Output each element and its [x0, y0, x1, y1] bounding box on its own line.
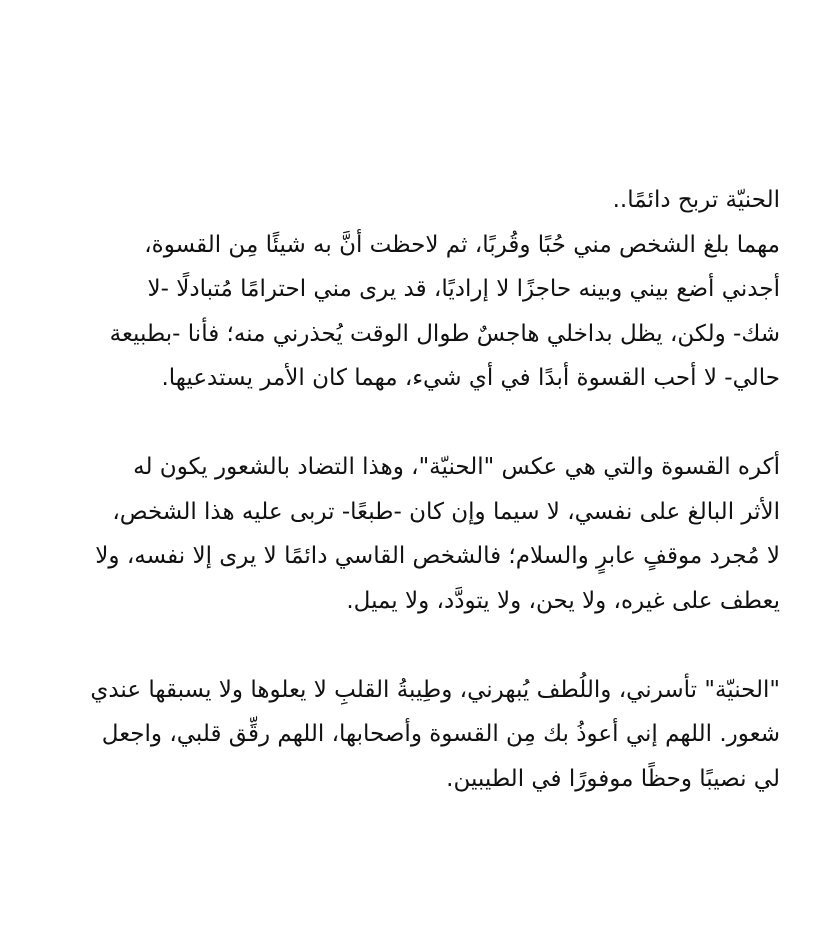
paragraph-line: أجدني أضع بيني وبينه حاجزًا لا إراديًا، قد يرى مني احترامًا مُتبادلًا -لا: [147, 276, 780, 302]
paragraph-3: [50, 668, 780, 802]
paragraph-line: يعطف على غيره، ولا يحن، ولا يتودَّد، ولا يميل.: [346, 587, 780, 614]
paragraph-2: [50, 445, 780, 623]
paragraph-line: "الحنيّة" تأسرني، واللُطف يُبهرني، وطِيبةُ القلبِ لا يعلوها ولا يسبقها عندي: [90, 676, 780, 703]
paragraph-line: الحنيّة تربح دائمًا..: [612, 187, 780, 213]
paragraph-line: شعور. اللهم إني أعوذُ بك مِن القسوة وأصحابها، اللهم رقِّق قلبي، واجعل: [101, 721, 780, 747]
text-block: [50, 178, 780, 801]
paragraph-line: الأثر البالغ على نفسي، لا سيما وإن كان -طبعًا- تربى عليه هذا الشخص،: [112, 498, 780, 525]
paragraph-line: حالي- لا أحب القسوة أبدًا في أي شيء، مهما كان الأمر يستدعيها.: [161, 365, 780, 391]
paragraph-line: لي نصيبًا وحظًا موفورًا في الطيبين.: [446, 765, 780, 792]
paragraph-line: لا مُجرد موقفٍ عابرٍ والسلام؛ فالشخص القاسي دائمًا لا يرى إلا نفسه، ولا: [95, 543, 780, 569]
paragraph-1: [50, 178, 780, 401]
paragraph-line: شك- ولكن، يظل بداخلي هاجسٌ طوال الوقت يُحذرني منه؛ فأنا -بطبيعة: [109, 320, 780, 347]
paragraph-line: مهما بلغ الشخص مني حُبًا وقُربًا، ثم لاحظت أنَّ به شيئًا مِن القسوة،: [144, 231, 780, 258]
paragraph-line: أكره القسوة والتي هي عكس "الحنيّة"، وهذا التضاد بالشعور يكون له: [133, 454, 780, 480]
